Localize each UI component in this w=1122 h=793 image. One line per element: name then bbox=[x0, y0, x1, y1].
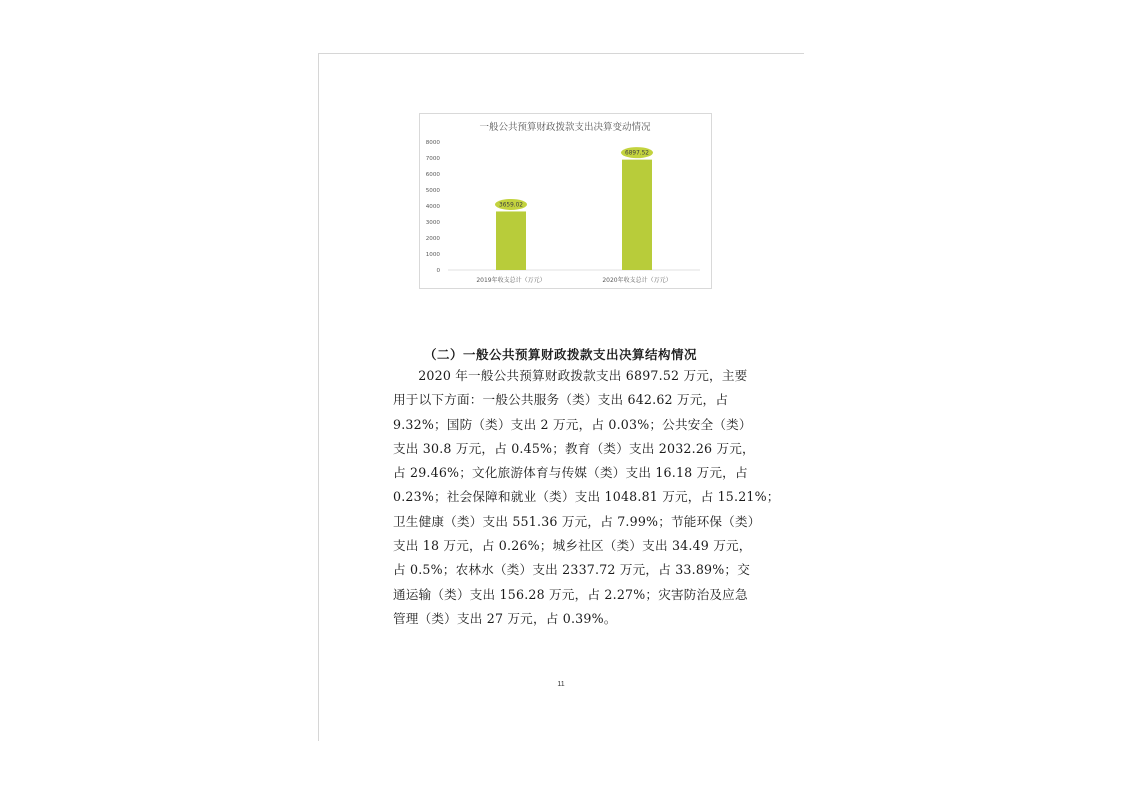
x-tick-label: 2019年收支总计（万元） bbox=[476, 277, 546, 284]
y-tick-label: 1000 bbox=[425, 252, 440, 258]
page-edge-left bbox=[318, 53, 319, 741]
body-line: 2020 年一般公共预算财政拨款支出 6897.52 万元，主要 bbox=[418, 368, 748, 383]
y-tick-label: 0 bbox=[436, 268, 440, 274]
y-tick-label: 2000 bbox=[425, 236, 440, 242]
x-axis-labels bbox=[476, 276, 671, 284]
y-tick-label: 5000 bbox=[425, 188, 440, 194]
bar bbox=[496, 211, 526, 270]
body-line: 0.23%；社会保障和就业（类）支出 1048.81 万元，占 15.21%； bbox=[393, 489, 780, 505]
body-line: 支出 30.8 万元，占 0.45%；教育（类）支出 2032.26 万元， bbox=[393, 440, 755, 456]
y-tick-label: 8000 bbox=[425, 140, 440, 146]
y-tick-label: 6000 bbox=[425, 172, 440, 178]
body-line: 占 29.46%；文化旅游体育与传媒（类）支出 16.18 万元，占 bbox=[393, 465, 748, 481]
y-axis bbox=[426, 140, 700, 274]
body-line: 9.32%；国防（类）支出 2 万元，占 0.03%；公共安全（类） bbox=[393, 416, 752, 432]
data-label: 6897.52 bbox=[625, 150, 649, 157]
x-tick-label: 2020年收支总计（万元） bbox=[602, 277, 672, 284]
y-tick-label: 3000 bbox=[425, 220, 440, 226]
body-line: 管理（类）支出 27 万元，占 0.39%。 bbox=[393, 610, 617, 626]
page-number: 11 bbox=[557, 681, 565, 688]
body-line: 卫生健康（类）支出 551.36 万元，占 7.99%；节能环保（类） bbox=[393, 513, 761, 529]
body-line: 支出 18 万元，占 0.26%；城乡社区（类）支出 34.49 万元， bbox=[393, 538, 752, 554]
body-paragraph bbox=[393, 364, 780, 631]
bars bbox=[495, 147, 653, 270]
chart-title: 一般公共预算财政拨款支出决算变动情况 bbox=[479, 122, 651, 133]
bar-chart bbox=[419, 113, 712, 289]
bar-chart-svg bbox=[420, 114, 711, 288]
bar bbox=[622, 160, 652, 270]
body-line: 用于以下方面：一般公共服务（类）支出 642.62 万元，占 bbox=[393, 392, 729, 408]
body-line: 占 0.5%；农林水（类）支出 2337.72 万元，占 33.89%；交 bbox=[393, 562, 751, 578]
data-label: 3659.02 bbox=[499, 202, 523, 209]
section-heading: （二）一般公共预算财政拨款支出决算结构情况 bbox=[424, 347, 698, 362]
y-tick-label: 4000 bbox=[425, 204, 440, 210]
body-line: 通运输（类）支出 156.28 万元，占 2.27%；灾害防治及应急 bbox=[393, 586, 748, 602]
y-tick-label: 7000 bbox=[425, 156, 440, 162]
page-edge-top bbox=[318, 53, 804, 54]
